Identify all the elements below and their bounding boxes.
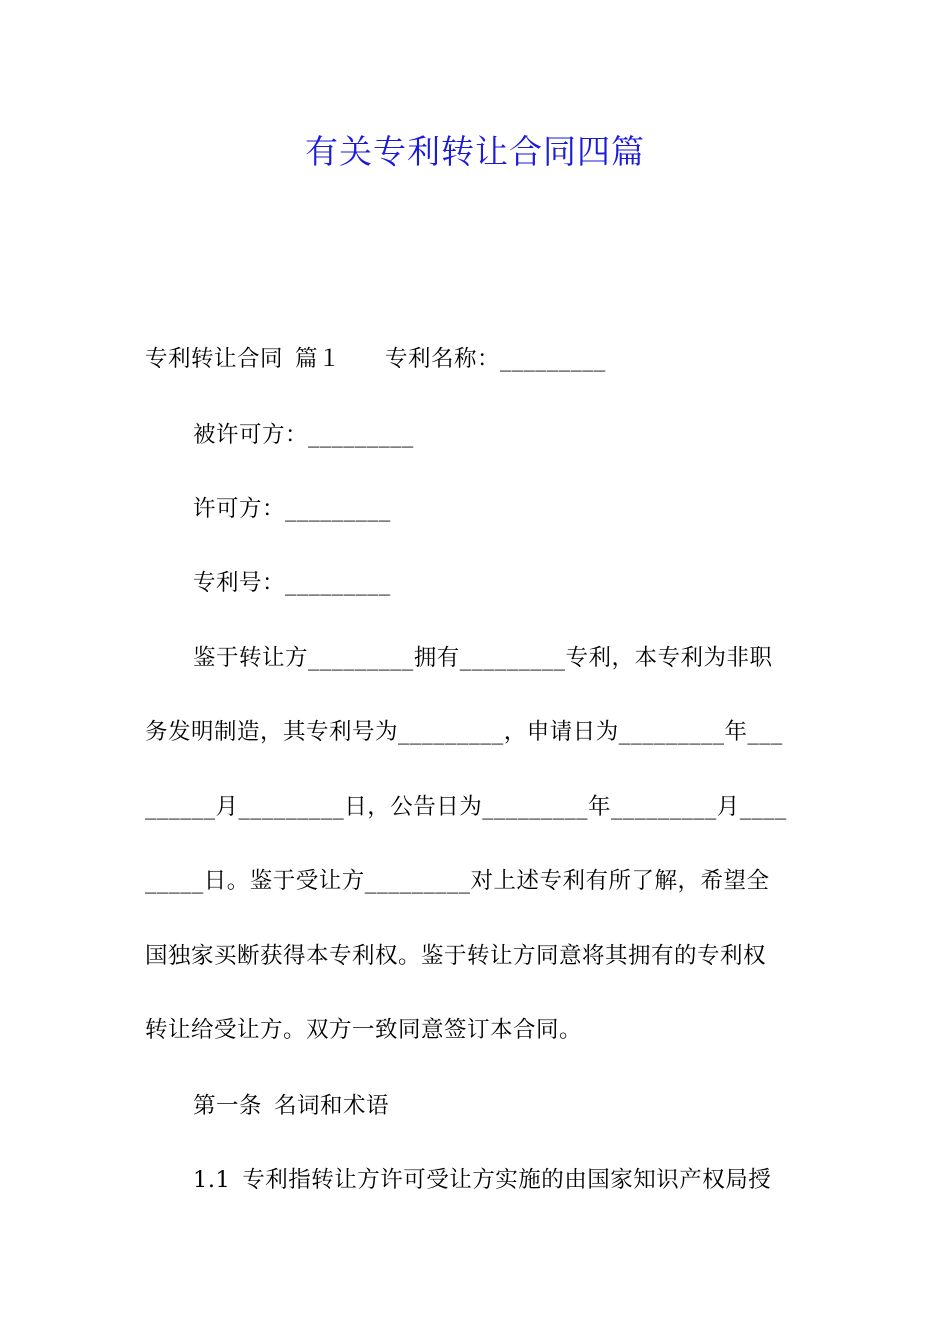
article-number: 第一条: [193, 1093, 263, 1119]
paragraph-line: ______月_________日，公告日为_________年_________月____: [145, 794, 787, 820]
clause-number: 1.1: [193, 1167, 231, 1193]
paragraph-line: 国独家买断获得本专利权。鉴于转让方同意将其拥有的专利权: [145, 943, 767, 969]
patent-name-field: 专利名称：_________: [385, 346, 606, 372]
contract-heading-line: [145, 342, 810, 376]
document-title: 有关专利转让合同四篇: [305, 132, 645, 171]
article-title: 名词和术语: [274, 1093, 390, 1119]
clause-line: [193, 1163, 810, 1197]
paragraph-line: _____日。鉴于受让方_________对上述专利有所了解，希望全: [145, 868, 770, 894]
contract-part-number: 篇１: [295, 346, 342, 372]
article-heading: [193, 1089, 810, 1123]
paragraph-line: 鉴于转让方_________拥有_________专利，本专利为非职: [193, 645, 773, 671]
paragraph-line: 转让给受让方。双方一致同意签订本合同。: [145, 1017, 583, 1043]
clause-text: 专利指转让方许可受让方实施的由国家知识产权局授: [242, 1167, 772, 1193]
licensor-field: 许可方：_________: [193, 496, 391, 522]
patent-number-field: 专利号：_________: [193, 570, 391, 596]
licensee-field: 被许可方：_________: [193, 422, 414, 448]
paragraph-line: 务发明制造，其专利号为_________，申请日为_________年___: [145, 719, 783, 745]
contract-heading: 专利转让合同: [145, 346, 284, 372]
